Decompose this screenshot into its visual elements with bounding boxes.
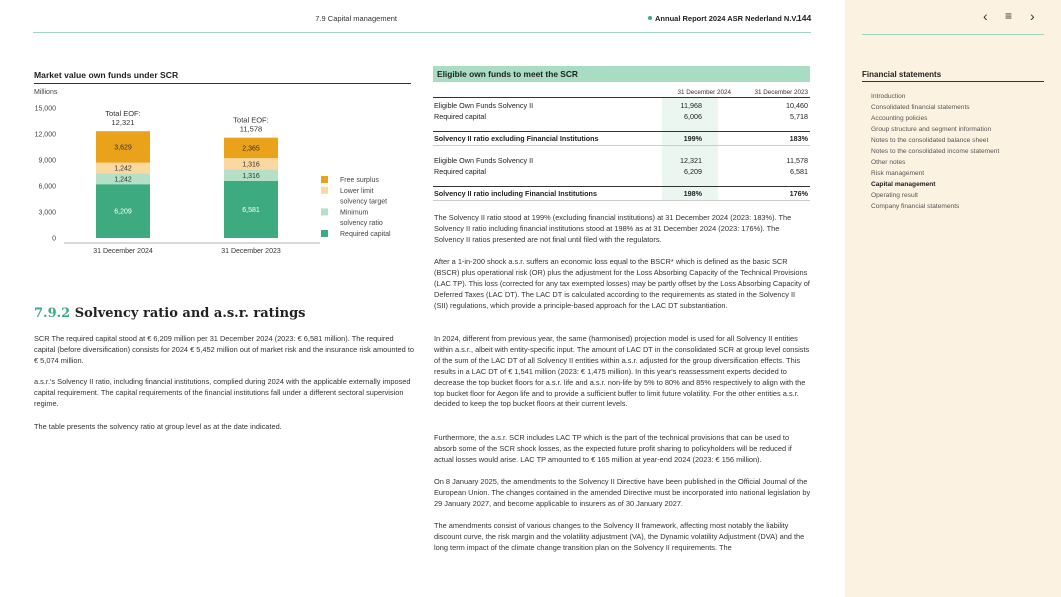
sidebar-item-accounting-policies[interactable]: Accounting policies (871, 115, 928, 122)
table-cell: 5,718 (790, 112, 808, 121)
sidebar-item-other-notes[interactable]: Other notes (871, 159, 906, 166)
paragraph: a.s.r.'s Solvency II ratio, including financial institutions, complied during 2024 with the applicable externally imposed capital requirement. The capital requirements of the financial institutions fall under a different sectoral supervision regime. (34, 377, 411, 408)
paragraph: In 2024, different from previous year, the same (harmonised) projection model is used for all Solvency II entities within a.s.r., albeit with entity-specific input. The amount of LAC DT in the consolidated SCR at group level consists of the sum of the LAC DT of all Solvency II entities within a.s.r. adjusted for the group diversification effects. This results in a LAC DT of € 1,541 million (2023: € 1,475 million). In this year's reassessment experts decided to decrease the top bucket floors for a.s.r. life and a.s.r. non-life by 5% to 80% and 85% respectively to align with the top bucket floor for Aegon life and to provide a sufficient buffer to limit future volatility. For the other entities a.s.r. decided to keep the top bucket floors at their current levels. (434, 334, 810, 409)
table-rule (433, 145, 810, 146)
sidebar-item-consolidated-financial-statements[interactable]: Consolidated financial statements (871, 104, 970, 111)
sidebar-item-capital-management[interactable]: Capital management (871, 181, 936, 188)
y-tick-label: 9,000 (38, 157, 56, 165)
paragraph: Furthermore, the a.s.r. SCR includes LAC TP which is the part of the technical provisions that can be used to absorb some of the SCR shock losses, as the expected future profit sharing to policyholders will be reduced if actual losses would arise. LAC TP amounted to € 165 million at year-end 2024 (2023: € 156 million). (434, 433, 792, 464)
table-title: Eligible own funds to meet the SCR (437, 69, 578, 79)
table-cell: 6,581 (790, 167, 808, 176)
table-cell: 176% (789, 189, 808, 198)
column-header-2023: 31 December 2023 (754, 89, 808, 96)
table-header-bar (433, 66, 810, 82)
table-cell: 11,968 (680, 101, 702, 110)
x-tick-label: 31 December 2024 (93, 248, 153, 255)
total-label: Total EOF: (233, 115, 269, 125)
header-report-title: Annual Report 2024 ASR Nederland N.V. (655, 14, 798, 23)
legend-label: Minimum (340, 209, 369, 217)
legend-label: Lower limit (340, 187, 374, 195)
table-rule (433, 131, 810, 132)
total-value: 11,578 (239, 124, 263, 134)
legend-label: Free surplus (340, 177, 379, 184)
paragraph: On 8 January 2025, the amendments to the Solvency II Directive have been published in the Official Journal of the European Union. The changes contained in the amended Directive must be incorporated into national legislation by 29 January 2027, and become applicable to insurers as of 30 January 2027. (434, 477, 811, 508)
sidebar-divider (862, 34, 1044, 35)
table-cell: 10,460 (786, 101, 808, 110)
y-tick-label: 3,000 (38, 209, 56, 217)
table-cell: 183% (789, 134, 808, 143)
sidebar-item-notes-balance-sheet[interactable]: Notes to the consolidated balance sheet (871, 137, 989, 144)
total-label: Total EOF: (105, 109, 141, 119)
page-number: 144 (797, 13, 812, 23)
legend-swatch (321, 208, 328, 215)
table-cell: 198% (683, 189, 702, 198)
data-label: 1,316 (242, 172, 260, 180)
sidebar-item-group-structure[interactable]: Group structure and segment information (871, 126, 992, 133)
section-number: 7.9.2 (34, 306, 71, 321)
header-separator-dot (648, 16, 652, 20)
sidebar-title: Financial statements (862, 70, 942, 79)
legend-label: solvency target (340, 198, 388, 206)
paragraph: The amendments consist of various changes to the Solvency II framework, affecting most notably the liability discount curve, the risk margin and the volatility adjustment (VA), the Dynamic volatility Adjustment (DVA) and the long term impact of the climate change transition plan on the Solvency II requirements. The (434, 521, 805, 552)
header-divider (33, 32, 811, 33)
next-page-icon[interactable]: › (1030, 8, 1035, 24)
menu-icon[interactable]: ≡ (1005, 9, 1013, 23)
page-header (0, 10, 812, 30)
previous-page-icon[interactable]: ‹ (983, 8, 988, 24)
sidebar-item-company-financial-statements[interactable]: Company financial statements (871, 203, 960, 210)
data-label: 6,581 (242, 206, 260, 214)
sidebar-item-risk-management[interactable]: Risk management (871, 170, 925, 177)
column-header-2024: 31 December 2024 (677, 89, 731, 96)
section-title: Solvency ratio and a.s.r. ratings (74, 306, 306, 321)
total-value: 12,321 (111, 118, 135, 128)
y-tick-label: 15,000 (34, 105, 56, 113)
table-row-label: Eligible Own Funds Solvency II (434, 101, 534, 110)
table-row-label: Solvency II ratio excluding Financial Institutions (434, 134, 599, 143)
legend-label: solvency ratio (340, 220, 383, 228)
chart-title: Market value own funds under SCR (34, 70, 179, 80)
table-cell: 6,209 (684, 167, 702, 176)
table-cell: 11,578 (786, 156, 808, 165)
data-label: 3,629 (114, 144, 132, 152)
section-heading (34, 306, 305, 321)
table-rule (433, 97, 810, 98)
legend-swatch (321, 176, 328, 183)
chart-title-rule (34, 83, 411, 84)
y-tick-label: 0 (52, 235, 56, 243)
sidebar-item-introduction[interactable]: Introduction (871, 93, 906, 100)
y-axis-label: Millions (34, 89, 58, 96)
y-tick-label: 12,000 (34, 131, 56, 139)
table-rule (433, 200, 810, 201)
table-cell: 199% (683, 134, 702, 143)
paragraph: After a 1-in-200 shock a.s.r. suffers an economic loss equal to the BSCR* which is defined as the basic SCR (BSCR) plus operational risk (OR) plus the adjustment for the Loss Absorbing Capacity of the Technical Provisions (LAC TP). This loss (corrected for any tax exempted losses) may be partly offset by the Loss Absorbing Capacity of Deferred Taxes (LAC DT). The LAC DT is calculated according to the requirements as stated in the Solvency II (SII) regulations, which provide a principle-based approach for the LAC DT substantiation. (434, 257, 810, 310)
legend-swatch (321, 230, 328, 237)
y-tick-label: 6,000 (38, 183, 56, 191)
paragraph: The Solvency II ratio stood at 199% (excluding financial institutions) at 31 December 2024 (2023: 183%). The Solvency II ratio including financial institutions stood at 198% as at 31 December 2024 (2023: 176%). The Solvency II ratios presented are not final until filed with the regulators. (434, 213, 792, 244)
data-label: 2,365 (242, 145, 260, 153)
paragraph: SCR The required capital stood at € 6,209 million per 31 December 2024 (2023: € 6,581 million). The required capital (before diversification) consists for 2024 € 5,452 million out of market risk and the insurance risk amounted to € 5,074 million. (34, 334, 414, 365)
header-section: 7.9 Capital management (315, 14, 397, 23)
data-label: 1,242 (114, 176, 132, 184)
table-row-label: Eligible Own Funds Solvency II (434, 156, 534, 165)
table-rule (433, 186, 810, 187)
table-cell: 6,006 (684, 112, 702, 121)
sidebar-item-notes-income-statement[interactable]: Notes to the consolidated income statement (871, 148, 1000, 155)
table-row-label: Required capital (434, 167, 486, 176)
legend-swatch (321, 187, 328, 194)
table-row-label: Solvency II ratio including Financial Institutions (434, 189, 597, 198)
own-funds-chart (30, 86, 420, 261)
x-tick-label: 31 December 2023 (221, 248, 281, 255)
data-label: 1,242 (114, 165, 132, 173)
data-label: 6,209 (114, 208, 132, 216)
sidebar-item-operating-result[interactable]: Operating result (871, 192, 918, 199)
table-row-label: Required capital (434, 112, 486, 121)
table-cell: 12,321 (680, 156, 702, 165)
legend-label: Required capital (340, 231, 391, 238)
sidebar-title-rule (862, 81, 1044, 82)
sidebar (845, 0, 1061, 597)
paragraph: The table presents the solvency ratio at group level as at the date indicated. (34, 422, 282, 431)
data-label: 1,316 (242, 161, 260, 169)
